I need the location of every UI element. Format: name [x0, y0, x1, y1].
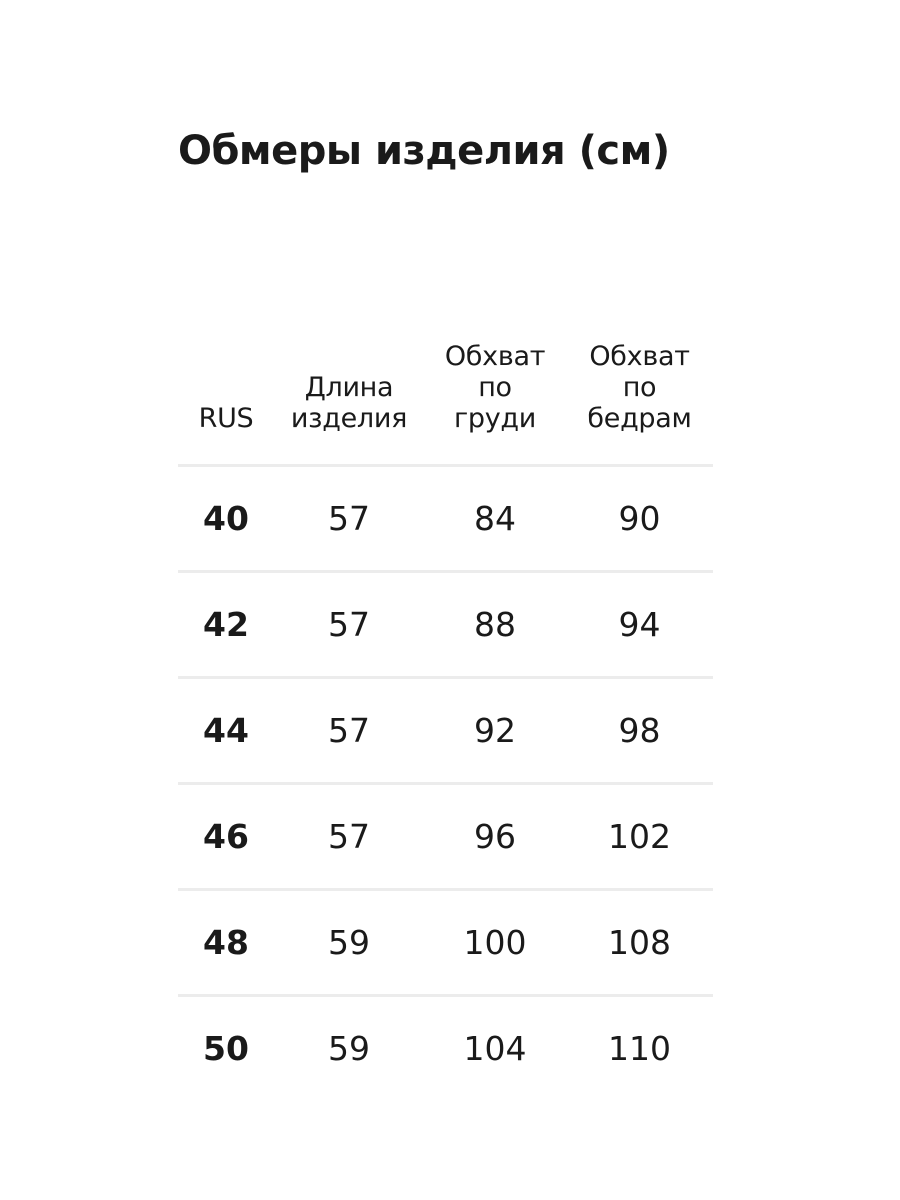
page-title: Обмеры изделия (см)	[178, 128, 670, 174]
table-header	[178, 330, 713, 467]
cell-chest: 84	[474, 499, 516, 538]
cell-size: 40	[203, 499, 249, 538]
cell-chest: 100	[463, 923, 527, 962]
header-hip-girth: Обхват по бедрам	[587, 341, 692, 434]
table-row	[178, 997, 713, 1100]
cell-length: 57	[328, 605, 370, 644]
cell-size: 44	[203, 711, 249, 750]
cell-size: 48	[203, 923, 249, 962]
cell-size: 50	[203, 1029, 249, 1068]
cell-chest: 88	[474, 605, 516, 644]
header-size-rus: RUS	[198, 403, 254, 434]
cell-length: 59	[328, 923, 370, 962]
header-chest-girth: Обхват по груди	[444, 341, 546, 434]
cell-chest: 92	[474, 711, 516, 750]
table-row	[178, 679, 713, 785]
table-row	[178, 573, 713, 679]
table-row	[178, 467, 713, 573]
cell-hip: 110	[608, 1029, 671, 1068]
header-product-length: Длина изделия	[290, 372, 408, 434]
table-row	[178, 891, 713, 997]
cell-chest: 96	[474, 817, 516, 856]
cell-hip: 102	[608, 817, 671, 856]
cell-hip: 94	[618, 605, 661, 644]
cell-length: 57	[328, 711, 370, 750]
cell-hip: 90	[618, 499, 661, 538]
cell-hip: 108	[608, 923, 671, 962]
cell-length: 59	[328, 1029, 370, 1068]
cell-chest: 104	[463, 1029, 527, 1068]
table-row	[178, 785, 713, 891]
cell-size: 42	[203, 605, 249, 644]
cell-size: 46	[203, 817, 249, 856]
cell-hip: 98	[618, 711, 661, 750]
cell-length: 57	[328, 817, 370, 856]
cell-length: 57	[328, 499, 370, 538]
size-table	[178, 330, 713, 1100]
